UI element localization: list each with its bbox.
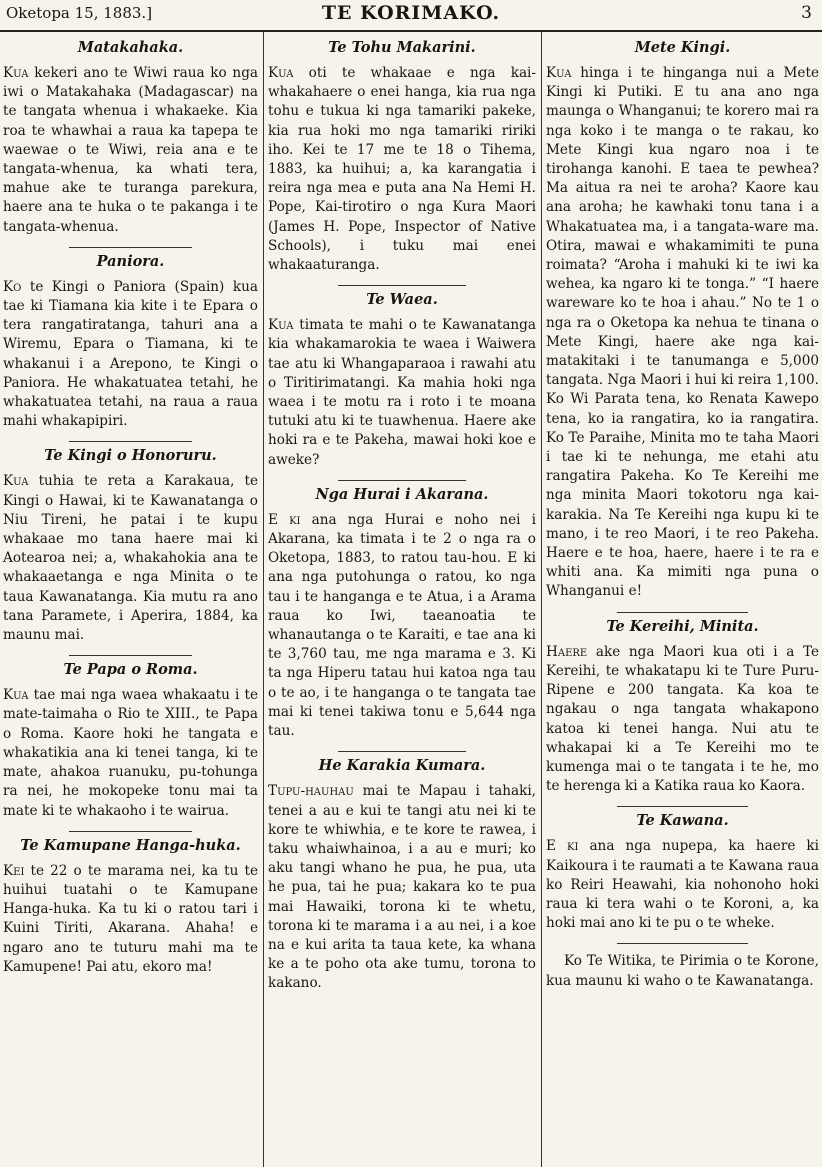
article-separator [338, 751, 467, 752]
article-title: Nga Hurai i Akarana. [315, 485, 489, 503]
article-separator [338, 285, 467, 286]
article-body: Kua tae mai nga waea whakaatu i te mate-taimaha o Rio te XIII., te Papa o Roma. Kaore hoki he tangata e whakatikia ana ki tenei tanga, ki te mate, ahakoa ruanuku, pu-tohunga ra nei, he mokopeke tonu mai ta mate ki te whakaoho i te wairua. [3, 687, 258, 819]
article [268, 39, 536, 275]
article-body: E ki ana nga nupepa, ka haere ki Kaikoura i te raumati a te Kawana raua ko Reiri Heawahi, kia nohonoho hoki raua ki tera wahi o te Koroni, a, ka hoki mai ano ki te pu o te wheke. [546, 838, 819, 932]
article [268, 757, 536, 993]
article-title: Te Kamupane Hanga-huka. [20, 836, 241, 854]
article-title: Te Waea. [366, 291, 438, 309]
article-separator [69, 441, 191, 442]
column-divider [263, 32, 264, 1167]
article-separator [338, 480, 467, 481]
article [3, 837, 258, 977]
article-body: Kua kekeri ano te Wiwi raua ko nga iwi o Matakahaka (Madagascar) na te tangata whenua i whakaeke. Kia roa te whawhai a raua ka tapepa te waewae o te Wiwi, reia ana e te tangata-whenua, ka whati tera, mahue ake te turanga parekura, haere ana te huka o te pakanga i te tangata-whenua. [3, 65, 258, 235]
article [3, 447, 258, 645]
article-title: Te Kingi o Honoruru. [44, 447, 217, 465]
article-title: Te Papa o Roma. [63, 661, 198, 679]
article-title: Paniora. [96, 252, 165, 270]
article [268, 291, 536, 470]
article [546, 812, 819, 933]
article-separator [617, 612, 748, 613]
article [3, 661, 258, 820]
article-body: Kua timata te mahi o te Kawanatanga kia whakamarokia te waea i Waiwera tae atu ki Whangaparaoa i rawahi atu o Tiritirimatangi. Ka mahia hoki nga waea i te motu ra i roto i te moana tutuki atu ki te tuawhenua. Haere ake hoki ra e te Pakeha, mawai hoki koe e aweke? [268, 317, 536, 468]
article-body: Kua tuhia te reta a Karakaua, te Kingi o Hawai, ki te Kawanatanga o Niu Tireni, he patai i te kupu whakaae mo tana haere mai ki Aotearoa nei; a, whakahokia ana te whakaaetanga e nga Minita o te taua Kawanatanga. Kia mutu ra ano tana Paramete, i Aperira, 1884, ka maunu mai. [3, 473, 258, 644]
article-title: He Karakia Kumara. [318, 757, 486, 775]
article-separator [69, 655, 191, 656]
article-body: E ki ana nga Hurai e noho nei i Akarana, ka timata i te 2 o nga ra o Oketopa, 1883, to ratou tau-hou. E ki ana nga putohunga o ratou, ko nga tau i te hanganga e te Atua, i a Arama raua ko Iwi, taeanoatia te whanautanga o te Karaiti, e tae ana ki te 3,760 tau, me nga marama e 3. Ki ta nga Hiperu tatau hui katoa nga tau o te ao, i te hanganga o te tangata tae mai ki tenei takiwa tonu e 5,644 nga tau. [268, 511, 536, 740]
article-separator [69, 831, 191, 832]
article-title: Te Tohu Makarini. [328, 39, 476, 56]
article-body: Ko Te Witika, te Pirimia o te Korone, kua maunu ki waho o te Kawanatanga. [546, 953, 819, 989]
article-body: Kua oti te whakaae e nga kai-whakahaere o enei hanga, kia rua nga tohu e tukua ki nga tamariki pakeke, kia rua hoki mo nga tamariki ririki iho. Kei te 17 me te 18 o Tihema, 1883, ka huihui; a, ka karangatia i reira nga mea e puta ana Na Hemi H. Pope, Kai-tirotiro o nga Kura Maori (James H. Pope, Inspector of Native Schools), i tuku mai enei whakaaturanga. [268, 65, 536, 274]
article [268, 486, 536, 741]
article [546, 39, 819, 602]
page-number: 3 [801, 3, 812, 23]
article-body: Tupu-hauhau mai te Mapau i tahaki, tenei a au e kui te tangi atu nei ki te kore te whiwhia, e te kore te rawea, i taku whaiwhainoa, i a au e muri; ko aku tangi whano he pua, he pua, uta he pua, tai he pua; kakara ko te pua mai Hawaiki, torona ki te whetu, torona ki te marama i a au nei, i a koe na e kui arita ta taua kete, ka whana ke a te poho ota ake tumu, torona to kakano. [268, 783, 536, 992]
article-body: Kei te 22 o te marama nei, ka tu te huihui tuatahi o te Kamupane Hanga-huka. Ka tu ki o ratou tari i Kuini Tiriti, Akarana. Ahaha! e ngaro ano te tuturu mahi ma te Kamupene! Pai atu, ekoro ma! [3, 862, 258, 975]
page-header [0, 0, 822, 32]
article [546, 952, 819, 990]
article-title: Te Kawana. [636, 812, 729, 830]
issue-date: Oketopa 15, 1883.] [6, 4, 153, 22]
article [546, 618, 819, 797]
article-separator [617, 806, 748, 807]
column-divider [541, 32, 542, 1167]
newspaper-title: TE KORIMAKO. [321, 2, 501, 24]
column-1 [3, 34, 258, 1163]
column-2 [268, 34, 536, 1163]
article-title: Mete Kingi. [634, 39, 731, 56]
header-rule [0, 30, 822, 32]
article [3, 39, 258, 237]
article-body: Ko te Kingi o Paniora (Spain) kua tae ki Tiamana kia kite i te Epara o tera rangatiratanga, tahuri ana a Wiremu, Epara o Tiamana, ki te whakanui i a Arepono, te Kingi o Paniora. He whakatuatea tetahi, he whakatuatea tetahi, na raua a raua mahi whakapipiri. [3, 278, 258, 430]
article-separator [69, 247, 191, 248]
column-3 [546, 34, 819, 1163]
article-body: Kua hinga i te hinganga nui a Mete Kingi ki Putiki. E tu ana ano nga maunga o Whanganui; te korero mai ra nga koko i te manga o te rakau, ko Mete Kingi kua ngaro noa i te tirohanga kanohi. E taea te pewhea? Ma aitua ra nei te aroha? Kaore kau ana aroha; he kawhaki tonu tana i a Whakatuatea ma, i a tangata-ware ma. Otira, mawai e whakamimiti te puna roimata? “Aroha i mahuki ki te iwi ka wehea, ka ngaro ki te tonga.” “I haere wareware ko te hoa i ahau.” No te 1 o nga ra o Oketopa ka nehua te tinana o Mete Kingi, haere ake nga kai-matakitaki i te tanumanga e 5,000 tangata. Nga Maori i hui ki reira 1,100. Ko Wi Parata tena, ko Renata Kawepo tena, ko ia rangatira, ko ia rangatira. Ko Te Paraihe, Minita mo te taha Maori i tae ki te nehunga, me etahi atu rangatira Pakeha. Ko Te Kereihi me nga minita Maori tokotoru nga kai-karakia. Na Te Kereihi nga kupu ki te mano, i te reo Maori, i te reo Pakeha. Haere e te hoa, haere, haere i te ra e whiti ana. Ka mimiti nga puna o Whanganui e! [546, 65, 819, 600]
article-separator [617, 943, 748, 944]
article [3, 253, 258, 432]
article-title: Te Kereihi, Minita. [606, 617, 759, 635]
article-body: Haere ake nga Maori kua oti i a Te Kereihi, te whakatapu ki te Ture Puru-Ripene e 200 tangata. Ka koa te ngakau o nga tangata whakapono katoa ki tenei hanga. Nui atu te whakapai ki a Te Kereihi mo te kumenga mai o te tangata i te he, mo te herenga ki a Katika raua ko Kaora. [546, 643, 819, 795]
article-title: Matakahaka. [77, 39, 184, 56]
